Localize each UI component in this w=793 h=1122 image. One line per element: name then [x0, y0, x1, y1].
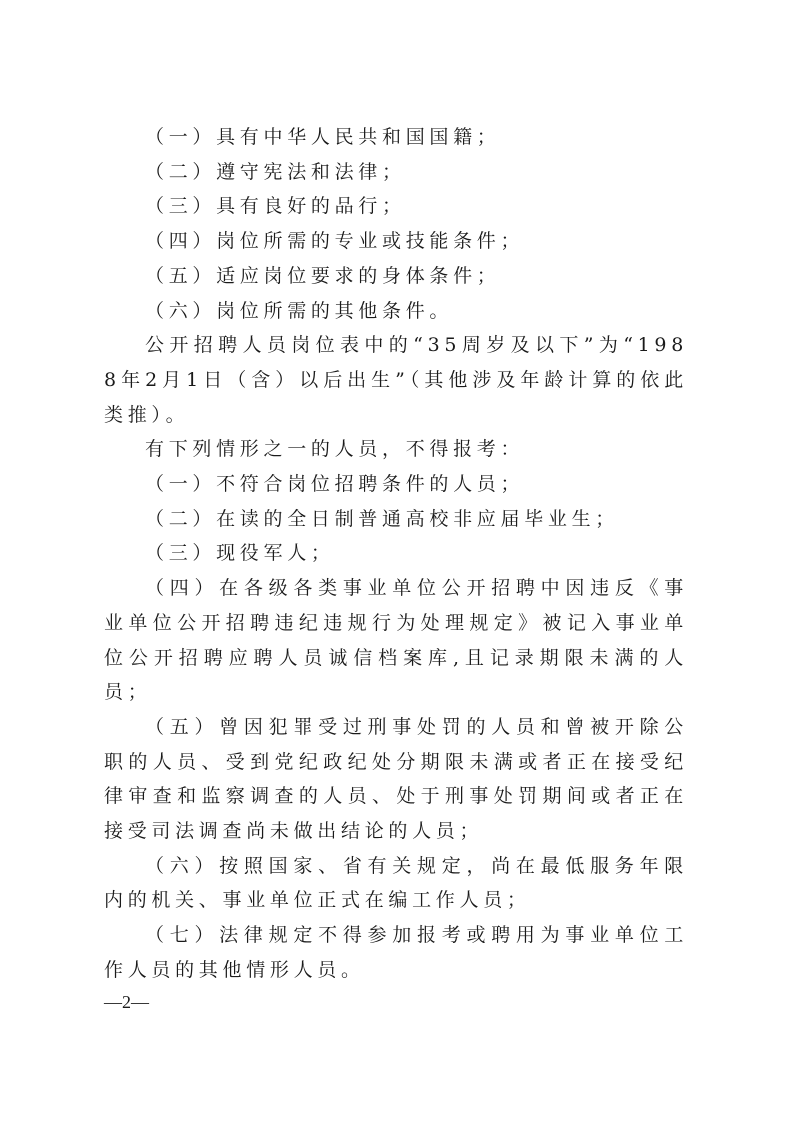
paragraph-conduct: （三）具有良好的品行；: [145, 195, 406, 218]
paragraph-exclusion-7: （七）法律规定不得参加报考或聘用为事业单位工作人员的其他情形人员。: [104, 924, 688, 981]
paragraph-other-conditions: （六）岗位所需的其他条件。: [145, 299, 454, 322]
paragraph-exclusions-intro: 有下列情形之一的人员，不得报考：: [145, 438, 525, 461]
paragraph-exclusion-1: （一）不符合岗位招聘条件的人员；: [145, 473, 525, 496]
document-body: [104, 120, 688, 988]
paragraph-skills: （四）岗位所需的专业或技能条件；: [145, 230, 525, 253]
paragraph-exclusion-3: （三）现役军人；: [145, 542, 335, 565]
paragraph-exclusion-5: （五）曾因犯罪受过刑事处罚的人员和曾被开除公职的人员、受到党纪政纪处分期限未满或者正在接受纪律审查和监察调查的人员、处于刑事处罚期间或者正在接受司法调查尚未做出结论的人员；: [104, 715, 688, 843]
paragraph-nationality: （一）具有中华人民共和国国籍；: [145, 126, 501, 148]
paragraph-exclusion-4: （四）在各级各类事业单位公开招聘中因违反《事业单位公开招聘违纪违规行为处理规定》被记入事业单位公开招聘应聘人员诚信档案库,且记录期限未满的人员；: [104, 577, 688, 704]
page-number: —2—: [104, 992, 149, 1012]
paragraph-exclusion-2: （二）在读的全日制普通高校非应届毕业生；: [145, 507, 620, 530]
paragraph-age-rule: 公开招聘人员岗位表中的“35周岁及以下”为“1988年2月1日（含）以后出生”（其他涉及年龄计算的依此类推）。: [104, 334, 688, 426]
paragraph-physical: （五）适应岗位要求的身体条件；: [145, 264, 501, 287]
paragraph-exclusion-6: （六）按照国家、省有关规定，尚在最低服务年限内的机关、事业单位正式在编工作人员；: [104, 854, 688, 912]
paragraph-law: （二）遵守宪法和法律；: [145, 160, 406, 183]
